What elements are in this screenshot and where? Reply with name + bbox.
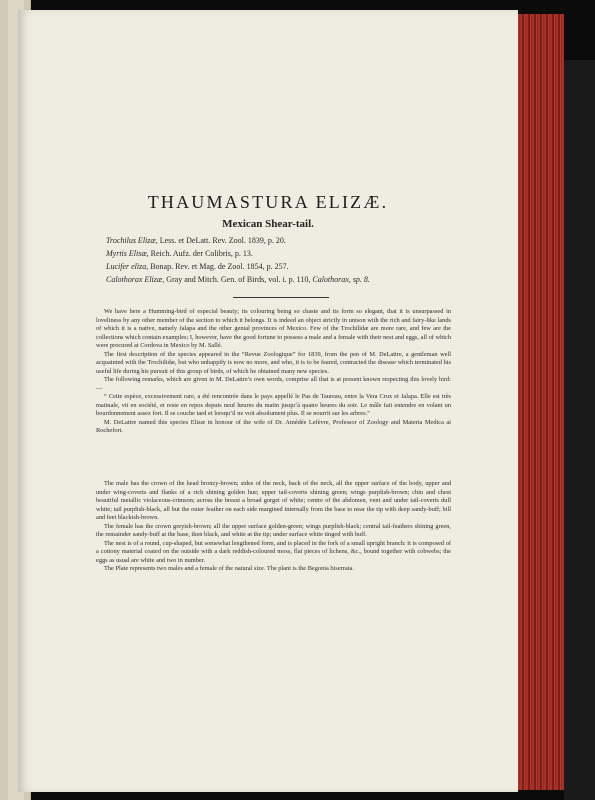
- body-paragraph: The Plate represents two males and a female of the natural size. The plant is the Begonia biserrata.: [104, 565, 354, 572]
- species-common-name: Mexican Shear-tail.: [222, 218, 314, 230]
- body-paragraph: The following remarks, which are given in M. DeLattre’s own words, comprise all that is at present known respecting this lovely bird:—: [96, 376, 451, 392]
- synonym-line: [106, 249, 253, 258]
- synonym-name: Trochilus Elizæ,: [106, 236, 158, 245]
- body-paragraph: The first description of the species appeared in the “Revue Zoologique” for 1839, from the pen of M. DeLattre, a gentleman well acquainted with the Trochilidæ, but who unhappily is now no more, and who, it is to be feared, contracted the disease which terminated his useful life during his pursuit of this group of birds, of which he obtained many new species.: [96, 350, 451, 375]
- description-block-2: [96, 480, 451, 574]
- body-paragraph: We have here a Humming-bird of especial beauty; its colouring being so chaste and its form so elegant, that it is unsurpassed in loveliness by any other member of the section to which it belongs. It is indeed an object strictly in unison with the rich and fairy-like lands of which it is a native, namely Jalapa and the other genial provinces of Mexico. Few of the Trochilidæ are more rare, and few are the collections which contain examples; I, however, have the good fortune to possess a male and a female with their nest and eggs, all of which were procured at Cordova in Mexico by M. Sallé.: [96, 308, 451, 349]
- synonym-name: Calothorax Elizæ,: [106, 275, 165, 284]
- body-paragraph: M. DeLattre named this species Elizæ in honour of the wife of Dr. Amédée Lefèvre, Professor of Zoology and Materia Medica at Rochefort.: [96, 418, 451, 434]
- description-block: [96, 308, 451, 436]
- synonym-name: Myrtis Elisæ,: [106, 249, 149, 258]
- synonym-name: Lucifer eliza,: [106, 262, 149, 271]
- species-title: THAUMASTURA ELIZÆ.: [147, 192, 389, 212]
- synonym-tail: Calothorax, sp. 8.: [312, 275, 370, 284]
- synonym-reference: Gray and Mitch. Gen. of Birds, vol. i. p. 110,: [164, 275, 313, 284]
- synonym-line: [106, 275, 370, 284]
- synonym-line: [106, 262, 289, 271]
- book-page: [18, 10, 518, 792]
- synonym-reference: Less. et DeLatt. Rev. Zool. 1839, p. 20.: [157, 236, 286, 245]
- body-paragraph: The nest is of a round, cup-shaped, but somewhat lengthened form, and is placed in the fork of a small upright branch: it is composed of a cottony material coated on the outside with a dark reddish-coloured moss, flat pieces of lichens, &c., bound together with cobwebs; the eggs as usual are white and two in number.: [96, 539, 451, 564]
- body-paragraph: The female has the crown greyish-brown; all the upper surface golden-green; wings purplish-black; central tail-feathers shining green, the remainder sandy-buff at the base, then black, and white at the tip; under surface white tinged with buff.: [96, 522, 451, 538]
- background-strip: [564, 60, 595, 800]
- section-divider: [233, 297, 329, 298]
- body-paragraph: “ Cette espèce, excessivement rare, a été rencontrée dans le pays appellé le Pas de Taureau, entre la Vera Crux et Jalapa. Elle est très matinale, vit en société, et reste en repos depuis neuf heures du matin jusqu’à quatre heures du soir. Le mâle fait entendre en volant un bourdonnement assez fort. Il se couche tard et lorsqu’il ne voit absolument plus. Il se nourrit sur les arbres.”: [96, 393, 451, 417]
- synonym-reference: Bonap. Rev. et Mag. de Zool. 1854, p. 257.: [148, 262, 289, 271]
- page-stack-edge: [510, 14, 564, 790]
- body-paragraph: The male has the crown of the head bronzy-brown; sides of the neck, back of the neck, all the upper surface of the body, upper and under wing-coverts and flanks of a rich shining golden hue; upper tail-coverts shining green; wings purplish-brown; chin and chest beautiful metallic violaceous-crimson; across the breast a broad gorget of white; centre of the abdomen, vent and under tail-coverts dull white; tail purplish-black, all but the outer feather on each side margined internally from the base to near the tip with deep sandy-buff; bill and feet blackish-brown.: [96, 480, 451, 521]
- synonym-line: [106, 236, 286, 245]
- synonym-reference: Reich. Aufz. der Colibris, p. 13.: [148, 249, 253, 258]
